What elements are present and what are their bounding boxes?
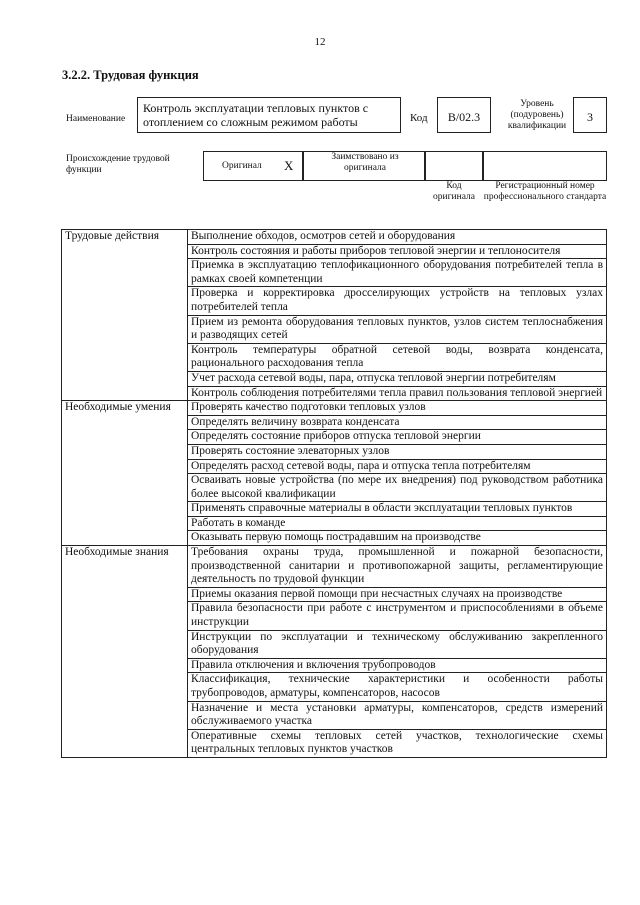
list-item: Работать в команде	[188, 516, 607, 531]
section-heading: Трудовые действия	[62, 230, 188, 401]
section-heading: Необходимые умения	[62, 401, 188, 546]
list-item: Проверять состояние элеваторных узлов	[188, 444, 607, 459]
list-item: Контроль температуры обратной сетевой воды, возврата конденсата, рационального расходования тепла	[188, 343, 607, 371]
list-item: Оказывать первую помощь пострадавшим на производстве	[188, 531, 607, 546]
table-row	[62, 401, 607, 416]
list-item: Проверка и корректировка дросселирующих устройств на тепловых узлах потребителей тепла	[188, 287, 607, 315]
list-item: Приемка в эксплуатацию теплофикационного оборудования потребителей тепла в рамках своей компетенции	[188, 259, 607, 287]
level-value: 3	[587, 110, 593, 124]
list-item: Осваивать новые устройства (по мере их внедрения) под руководством работника более высокой квалификации	[188, 474, 607, 502]
list-item: Классификация, технические характеристики и особенности работы трубопроводов, арматуры, компенсаторов, насосов	[188, 673, 607, 701]
list-item: Проверять качество подготовки тепловых узлов	[188, 401, 607, 416]
labor-function-table	[61, 229, 607, 758]
original-label: Оригинал	[222, 161, 262, 171]
list-item: Определять расход сетевой воды, пара и отпуска тепла потребителям	[188, 459, 607, 474]
list-item: Определять состояние приборов отпуска тепловой энергии	[188, 430, 607, 445]
reg-number-box	[483, 151, 607, 181]
list-item: Применять справочные материалы в области эксплуатации тепловых пунктов	[188, 502, 607, 517]
borrowed-label: Заимствовано из оригинала	[331, 152, 399, 173]
list-item: Контроль состояния и работы приборов тепловой энергии и теплоносителя	[188, 244, 607, 259]
list-item: Контроль соблюдения потребителями тепла правил пользования тепловой энергией	[188, 386, 607, 401]
list-item: Назначение и места установки арматуры, компенсаторов, средств измерений обслуживаемого участка	[188, 701, 607, 729]
list-item: Выполнение обходов, осмотров сетей и оборудования	[188, 230, 607, 245]
list-item: Правила безопасности при работе с инструментом и приспособлениями в объеме инструкции	[188, 602, 607, 630]
reg-number-caption: Регистрационный номер профессионального стандарта	[483, 181, 607, 202]
code-label: Код	[410, 112, 428, 124]
list-item: Определять величину возврата конденсата	[188, 415, 607, 430]
section-title: 3.2.2. Трудовая функция	[62, 68, 199, 82]
code-value: B/02.3	[447, 110, 481, 124]
section-heading: Необходимые знания	[62, 546, 188, 758]
list-item: Требования охраны труда, промышленной и пожарной безопасности, производственной санитарии и противопожарной защиты, регламентирующие деятельность по трудовой функции	[188, 546, 607, 588]
table-row	[62, 230, 607, 245]
table-row	[62, 546, 607, 588]
function-name: Контроль эксплуатации тепловых пунктов с отоплением со сложным режимом работы	[143, 101, 369, 129]
page-number: 12	[314, 36, 326, 48]
original-code-caption: Код оригинала	[433, 181, 475, 202]
list-item: Оперативные схемы тепловых сетей участков, технологические схемы центральных тепловых пунктов участков	[188, 729, 607, 757]
origin-label: Происхождение трудовой функции	[66, 154, 170, 175]
list-item: Приемы оказания первой помощи при несчастных случаях на производстве	[188, 587, 607, 602]
list-item: Прием из ремонта оборудования тепловых пунктов, узлов систем теплоснабжения и разводящих сетей	[188, 315, 607, 343]
original-mark: X	[284, 158, 294, 173]
original-code-box	[425, 151, 483, 181]
list-item: Инструкции по эксплуатации и техническому обслуживанию закрепленного оборудования	[188, 630, 607, 658]
name-label: Наименование	[66, 114, 126, 124]
list-item: Учет расхода сетевой воды, пара, отпуска тепловой энергии потребителям	[188, 371, 607, 386]
level-label: Уровень (подуровень) квалификации	[507, 99, 567, 131]
list-item: Правила отключения и включения трубопроводов	[188, 658, 607, 673]
